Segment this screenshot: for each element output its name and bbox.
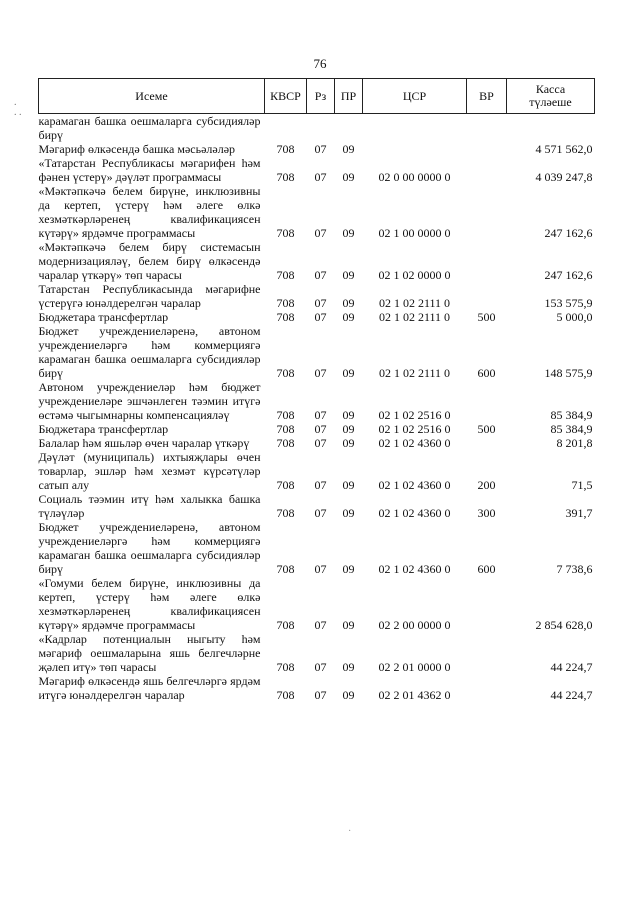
row-pr: 09 bbox=[342, 310, 355, 324]
margin-mark: . bbox=[14, 97, 17, 108]
row-name: карамаган башка оешмаларга субсидияләр бирү bbox=[38, 114, 261, 142]
row-csr: 02 1 02 4360 0 bbox=[378, 562, 451, 576]
row-name: Бюджетара трансфертлар bbox=[38, 422, 169, 436]
row-vr bbox=[467, 184, 507, 240]
row-pr: 09 bbox=[342, 296, 355, 310]
row-amount: 8 201,8 bbox=[556, 436, 593, 450]
header-pr: ПР bbox=[335, 79, 363, 114]
row-rz: 07 bbox=[314, 422, 327, 436]
row-vr bbox=[467, 576, 507, 632]
row-rz: 07 bbox=[314, 506, 327, 520]
row-csr: 02 1 02 4360 0 bbox=[378, 436, 451, 450]
row-vr bbox=[467, 156, 507, 184]
row-amount: 85 384,9 bbox=[550, 408, 593, 422]
row-kvsr: 708 bbox=[276, 170, 295, 184]
row-kvsr: 708 bbox=[276, 366, 295, 380]
row-csr: 02 1 02 2516 0 bbox=[378, 422, 451, 436]
margin-mark: . . bbox=[14, 107, 22, 118]
table-row bbox=[39, 156, 595, 184]
table-row bbox=[39, 142, 595, 156]
row-amount: 4 039 247,8 bbox=[535, 170, 593, 184]
row-kvsr: 708 bbox=[276, 688, 295, 702]
row-rz: 07 bbox=[314, 310, 327, 324]
row-kvsr: 708 bbox=[276, 422, 295, 436]
table-row bbox=[39, 576, 595, 632]
row-pr: 09 bbox=[342, 436, 355, 450]
row-kvsr: 708 bbox=[276, 478, 295, 492]
row-pr bbox=[335, 114, 363, 143]
row-amount: 4 571 562,0 bbox=[535, 142, 593, 156]
table-row bbox=[39, 674, 595, 702]
table-row bbox=[39, 520, 595, 576]
row-name: Бюджет учреждениеләренә, автоном учреждениеләргә һәм коммерциягә карамаган башка оешмаларга субсидияләр бирү bbox=[38, 324, 261, 380]
row-name: Балалар һәм яшьләр өчен чаралар үткәрү bbox=[38, 436, 250, 450]
row-rz: 07 bbox=[314, 408, 327, 422]
header-csr: ЦСР bbox=[363, 79, 467, 114]
header-kvsr: КВСР bbox=[265, 79, 307, 114]
row-kvsr: 708 bbox=[276, 268, 295, 282]
row-rz: 07 bbox=[314, 170, 327, 184]
row-csr: 02 2 01 4362 0 bbox=[378, 688, 451, 702]
row-vr: 600 bbox=[477, 562, 496, 576]
row-vr bbox=[467, 380, 507, 422]
row-amount: 7 738,6 bbox=[556, 562, 593, 576]
row-amount bbox=[507, 114, 595, 143]
row-csr: 02 2 00 0000 0 bbox=[378, 618, 451, 632]
row-rz: 07 bbox=[314, 268, 327, 282]
table-row bbox=[39, 380, 595, 422]
header-kassa-line1: Касса bbox=[535, 82, 566, 96]
row-pr: 09 bbox=[342, 618, 355, 632]
row-csr: 02 1 02 0000 0 bbox=[378, 268, 451, 282]
row-name: «Гомуми белем бирүне, инклюзивны да кертеп, үстерү һәм әлеге өлкә хезмәткәрләренең квалификациясен күтәрү» ярдәмче программасы bbox=[38, 576, 261, 632]
row-vr bbox=[467, 436, 507, 450]
margin-marks bbox=[14, 98, 22, 118]
row-rz: 07 bbox=[314, 562, 327, 576]
row-pr: 09 bbox=[342, 562, 355, 576]
row-amount: 153 575,9 bbox=[544, 296, 593, 310]
row-kvsr: 708 bbox=[276, 408, 295, 422]
row-kvsr: 708 bbox=[276, 310, 295, 324]
row-rz: 07 bbox=[314, 618, 327, 632]
row-kvsr: 708 bbox=[276, 660, 295, 674]
row-amount: 44 224,7 bbox=[550, 660, 593, 674]
table-body bbox=[39, 114, 595, 703]
row-amount: 85 384,9 bbox=[550, 422, 593, 436]
row-csr bbox=[363, 114, 467, 143]
row-csr: 02 0 00 0000 0 bbox=[378, 170, 451, 184]
row-name: Мәгариф өлкәсендә башка мәсьәләләр bbox=[38, 142, 236, 156]
row-vr: 500 bbox=[477, 422, 496, 436]
header-name: Исеме bbox=[39, 79, 265, 114]
row-vr bbox=[467, 674, 507, 702]
row-pr: 09 bbox=[342, 366, 355, 380]
row-rz bbox=[307, 114, 335, 143]
row-vr bbox=[467, 114, 507, 143]
row-rz: 07 bbox=[314, 688, 327, 702]
budget-table bbox=[38, 78, 595, 702]
row-rz: 07 bbox=[314, 296, 327, 310]
row-rz: 07 bbox=[314, 366, 327, 380]
row-rz: 07 bbox=[314, 660, 327, 674]
table-row bbox=[39, 240, 595, 282]
row-kvsr bbox=[265, 114, 307, 143]
row-pr: 09 bbox=[342, 506, 355, 520]
row-pr: 09 bbox=[342, 688, 355, 702]
row-pr: 09 bbox=[342, 408, 355, 422]
row-pr: 09 bbox=[342, 268, 355, 282]
row-csr: 02 1 00 0000 0 bbox=[378, 226, 451, 240]
row-csr: 02 1 02 4360 0 bbox=[378, 506, 451, 520]
row-rz: 07 bbox=[314, 226, 327, 240]
row-name: Автоном учреждениеләр һәм бюджет учреждениеләре эшчәнлеген тәэмин итүгә өстәмә чыгымнарны компенсацияләү bbox=[38, 380, 261, 422]
header-vr: ВР bbox=[467, 79, 507, 114]
row-name: Бюджетара трансфертлар bbox=[38, 310, 169, 324]
row-csr: 02 1 02 2111 0 bbox=[378, 296, 451, 310]
row-amount: 247 162,6 bbox=[544, 268, 593, 282]
row-kvsr: 708 bbox=[276, 436, 295, 450]
row-name: Татарстан Республикасында мәгарифне үстерүгә юнәлдерелгән чаралар bbox=[38, 282, 261, 310]
table-row bbox=[39, 184, 595, 240]
table-row bbox=[39, 114, 595, 143]
table-row bbox=[39, 282, 595, 310]
table-header-row bbox=[39, 79, 595, 114]
row-name: Дәүләт (муниципаль) ихтыяҗлары өчен товарлар, эшләр һәм хезмәт күрсәтүләр сатып алу bbox=[38, 450, 261, 492]
row-vr: 200 bbox=[477, 478, 496, 492]
row-name: Бюджет учреждениеләренә, автоном учреждениеләргә һәм коммерциягә карамаган башка оешмаларга субсидияләр бирү bbox=[38, 520, 261, 576]
row-pr: 09 bbox=[342, 422, 355, 436]
row-name: Мәгариф өлкәсендә яшь белгечләргә ярдәм итүгә юнәлдерелгән чаралар bbox=[38, 674, 261, 702]
table-row bbox=[39, 450, 595, 492]
row-pr: 09 bbox=[342, 142, 355, 156]
row-pr: 09 bbox=[342, 478, 355, 492]
page-number: 76 bbox=[313, 56, 327, 71]
row-kvsr: 708 bbox=[276, 506, 295, 520]
table-row bbox=[39, 422, 595, 436]
header-kassa bbox=[507, 79, 595, 114]
row-csr: 02 2 01 0000 0 bbox=[378, 660, 451, 674]
row-kvsr: 708 bbox=[276, 618, 295, 632]
row-rz: 07 bbox=[314, 436, 327, 450]
row-kvsr: 708 bbox=[276, 562, 295, 576]
row-amount: 148 575,9 bbox=[544, 366, 593, 380]
row-pr: 09 bbox=[342, 170, 355, 184]
row-vr bbox=[467, 282, 507, 310]
row-name: «Мәктәпкәчә белем бирүне, инклюзивны да кертеп, үстерү һәм әлеге өлкә хезмәткәрләренең квалификациясен күтәрү» ярдәмче программасы bbox=[38, 184, 261, 240]
row-name: «Кадрлар потенциалын ныгыту һәм мәгариф оешмаларына яшь белгечләрне җәлеп итү» төп чарасы bbox=[38, 632, 261, 674]
row-csr: 02 1 02 2516 0 bbox=[378, 408, 451, 422]
row-amount: 2 854 628,0 bbox=[535, 618, 593, 632]
row-amount: 247 162,6 bbox=[544, 226, 593, 240]
row-csr: 02 1 02 4360 0 bbox=[378, 478, 451, 492]
row-pr: 09 bbox=[342, 226, 355, 240]
row-amount: 71,5 bbox=[571, 478, 593, 492]
table-row bbox=[39, 632, 595, 674]
row-csr: 02 1 02 2111 0 bbox=[378, 310, 451, 324]
row-vr bbox=[467, 240, 507, 282]
row-amount: 5 000,0 bbox=[556, 310, 593, 324]
table-row bbox=[39, 324, 595, 380]
row-amount: 391,7 bbox=[565, 506, 593, 520]
header-rz: Рз bbox=[307, 79, 335, 114]
table-row bbox=[39, 492, 595, 520]
scan-speck: · bbox=[348, 826, 352, 837]
row-rz: 07 bbox=[314, 142, 327, 156]
row-name: «Татарстан Республикасы мәгарифен һәм фәнен үстерү» дәүләт программасы bbox=[38, 156, 261, 184]
row-pr: 09 bbox=[342, 660, 355, 674]
row-name: Социаль тәэмин итү һәм халыкка башка түләүләр bbox=[38, 492, 261, 520]
budget-table-container bbox=[38, 78, 594, 702]
row-vr: 500 bbox=[477, 310, 496, 324]
row-csr: 02 1 02 2111 0 bbox=[378, 366, 451, 380]
row-rz: 07 bbox=[314, 478, 327, 492]
row-vr bbox=[467, 632, 507, 674]
row-amount: 44 224,7 bbox=[550, 688, 593, 702]
table-row bbox=[39, 436, 595, 450]
row-kvsr: 708 bbox=[276, 296, 295, 310]
row-vr: 300 bbox=[477, 506, 496, 520]
table-row bbox=[39, 310, 595, 324]
row-kvsr: 708 bbox=[276, 226, 295, 240]
row-vr: 600 bbox=[477, 366, 496, 380]
row-vr bbox=[467, 142, 507, 156]
row-name: «Мәктәпкәчә белем бирү системасын модернизацияләү, белем бирү өлкәсендә чаралар үткәрү» төп чарасы bbox=[38, 240, 261, 282]
row-kvsr: 708 bbox=[276, 142, 295, 156]
row-csr bbox=[363, 142, 467, 156]
header-kassa-line2: түләеше bbox=[529, 95, 572, 109]
